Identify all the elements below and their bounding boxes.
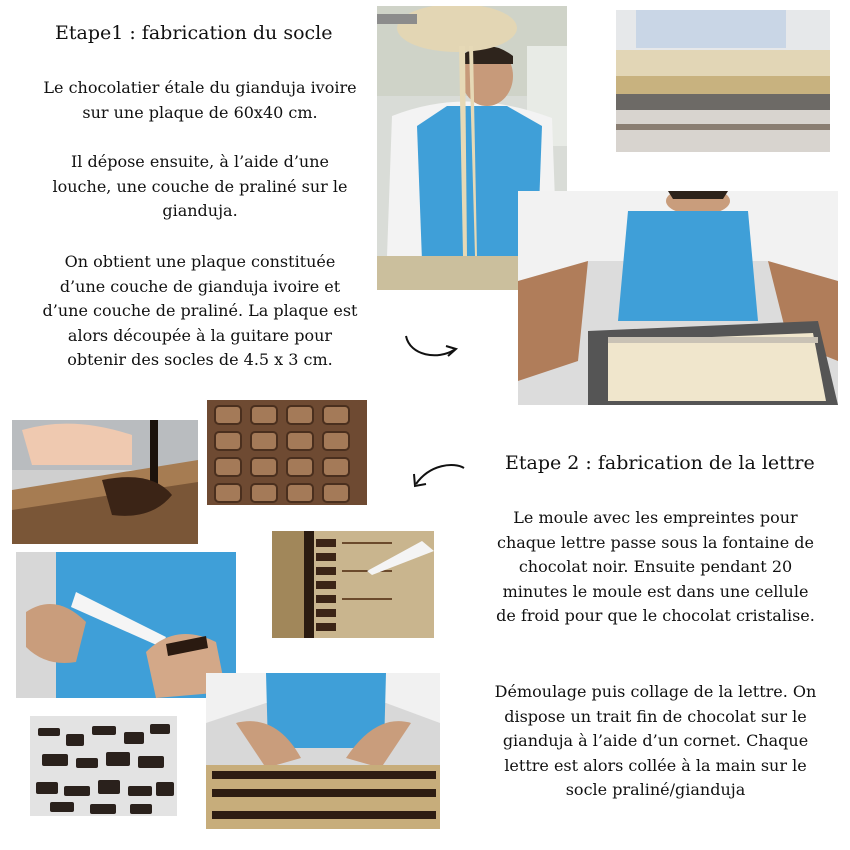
photo-chocolate-fountain bbox=[12, 420, 198, 544]
photo-placing-letters bbox=[206, 673, 440, 829]
curved-arrow-right-icon bbox=[400, 330, 462, 364]
photo-letter-mold bbox=[207, 400, 367, 505]
photo-cutting-guitar bbox=[518, 191, 838, 405]
photo-hand-letter bbox=[16, 552, 236, 698]
photo-chocolate-letters bbox=[30, 716, 177, 816]
step1-paragraph-3: On obtient une plaque constituée d’une couche de gianduja ivoire et d’une couche de praliné. La plaque est alors découpée à la guitare pour obtenir des socles de 4.5 x 3 cm. bbox=[42, 252, 358, 369]
step1-paragraph-1: Le chocolatier étale du gianduja ivoire sur une plaque de 60x40 cm. bbox=[43, 78, 357, 122]
step1-title: Etape1 : fabrication du socle bbox=[55, 22, 333, 44]
step2-paragraph-2: Démoulage puis collage de la lettre. On dispose un trait fin de chocolat sur le gianduja à l’aide d’un cornet. Chaque lettre est alors collée à la main sur le socle praliné/gianduja bbox=[494, 682, 817, 799]
step2-title: Etape 2 : fabrication de la lettre bbox=[505, 452, 815, 474]
step2-paragraph-1: Le moule avec les empreintes pour chaque lettre passe sous la fontaine de chocolat noir. Ensuite pendant 20 minutes le moule est dans une cellule de froid pour que le chocolat cristalise. bbox=[496, 508, 815, 625]
step1-paragraph-2: Il dépose ensuite, à l’aide d’une louche, une couche de praliné sur le gianduja. bbox=[52, 152, 348, 220]
curved-arrow-left-icon bbox=[408, 458, 470, 492]
photo-piping-cornet bbox=[272, 531, 434, 638]
photo-gianduja-slab bbox=[616, 10, 830, 152]
